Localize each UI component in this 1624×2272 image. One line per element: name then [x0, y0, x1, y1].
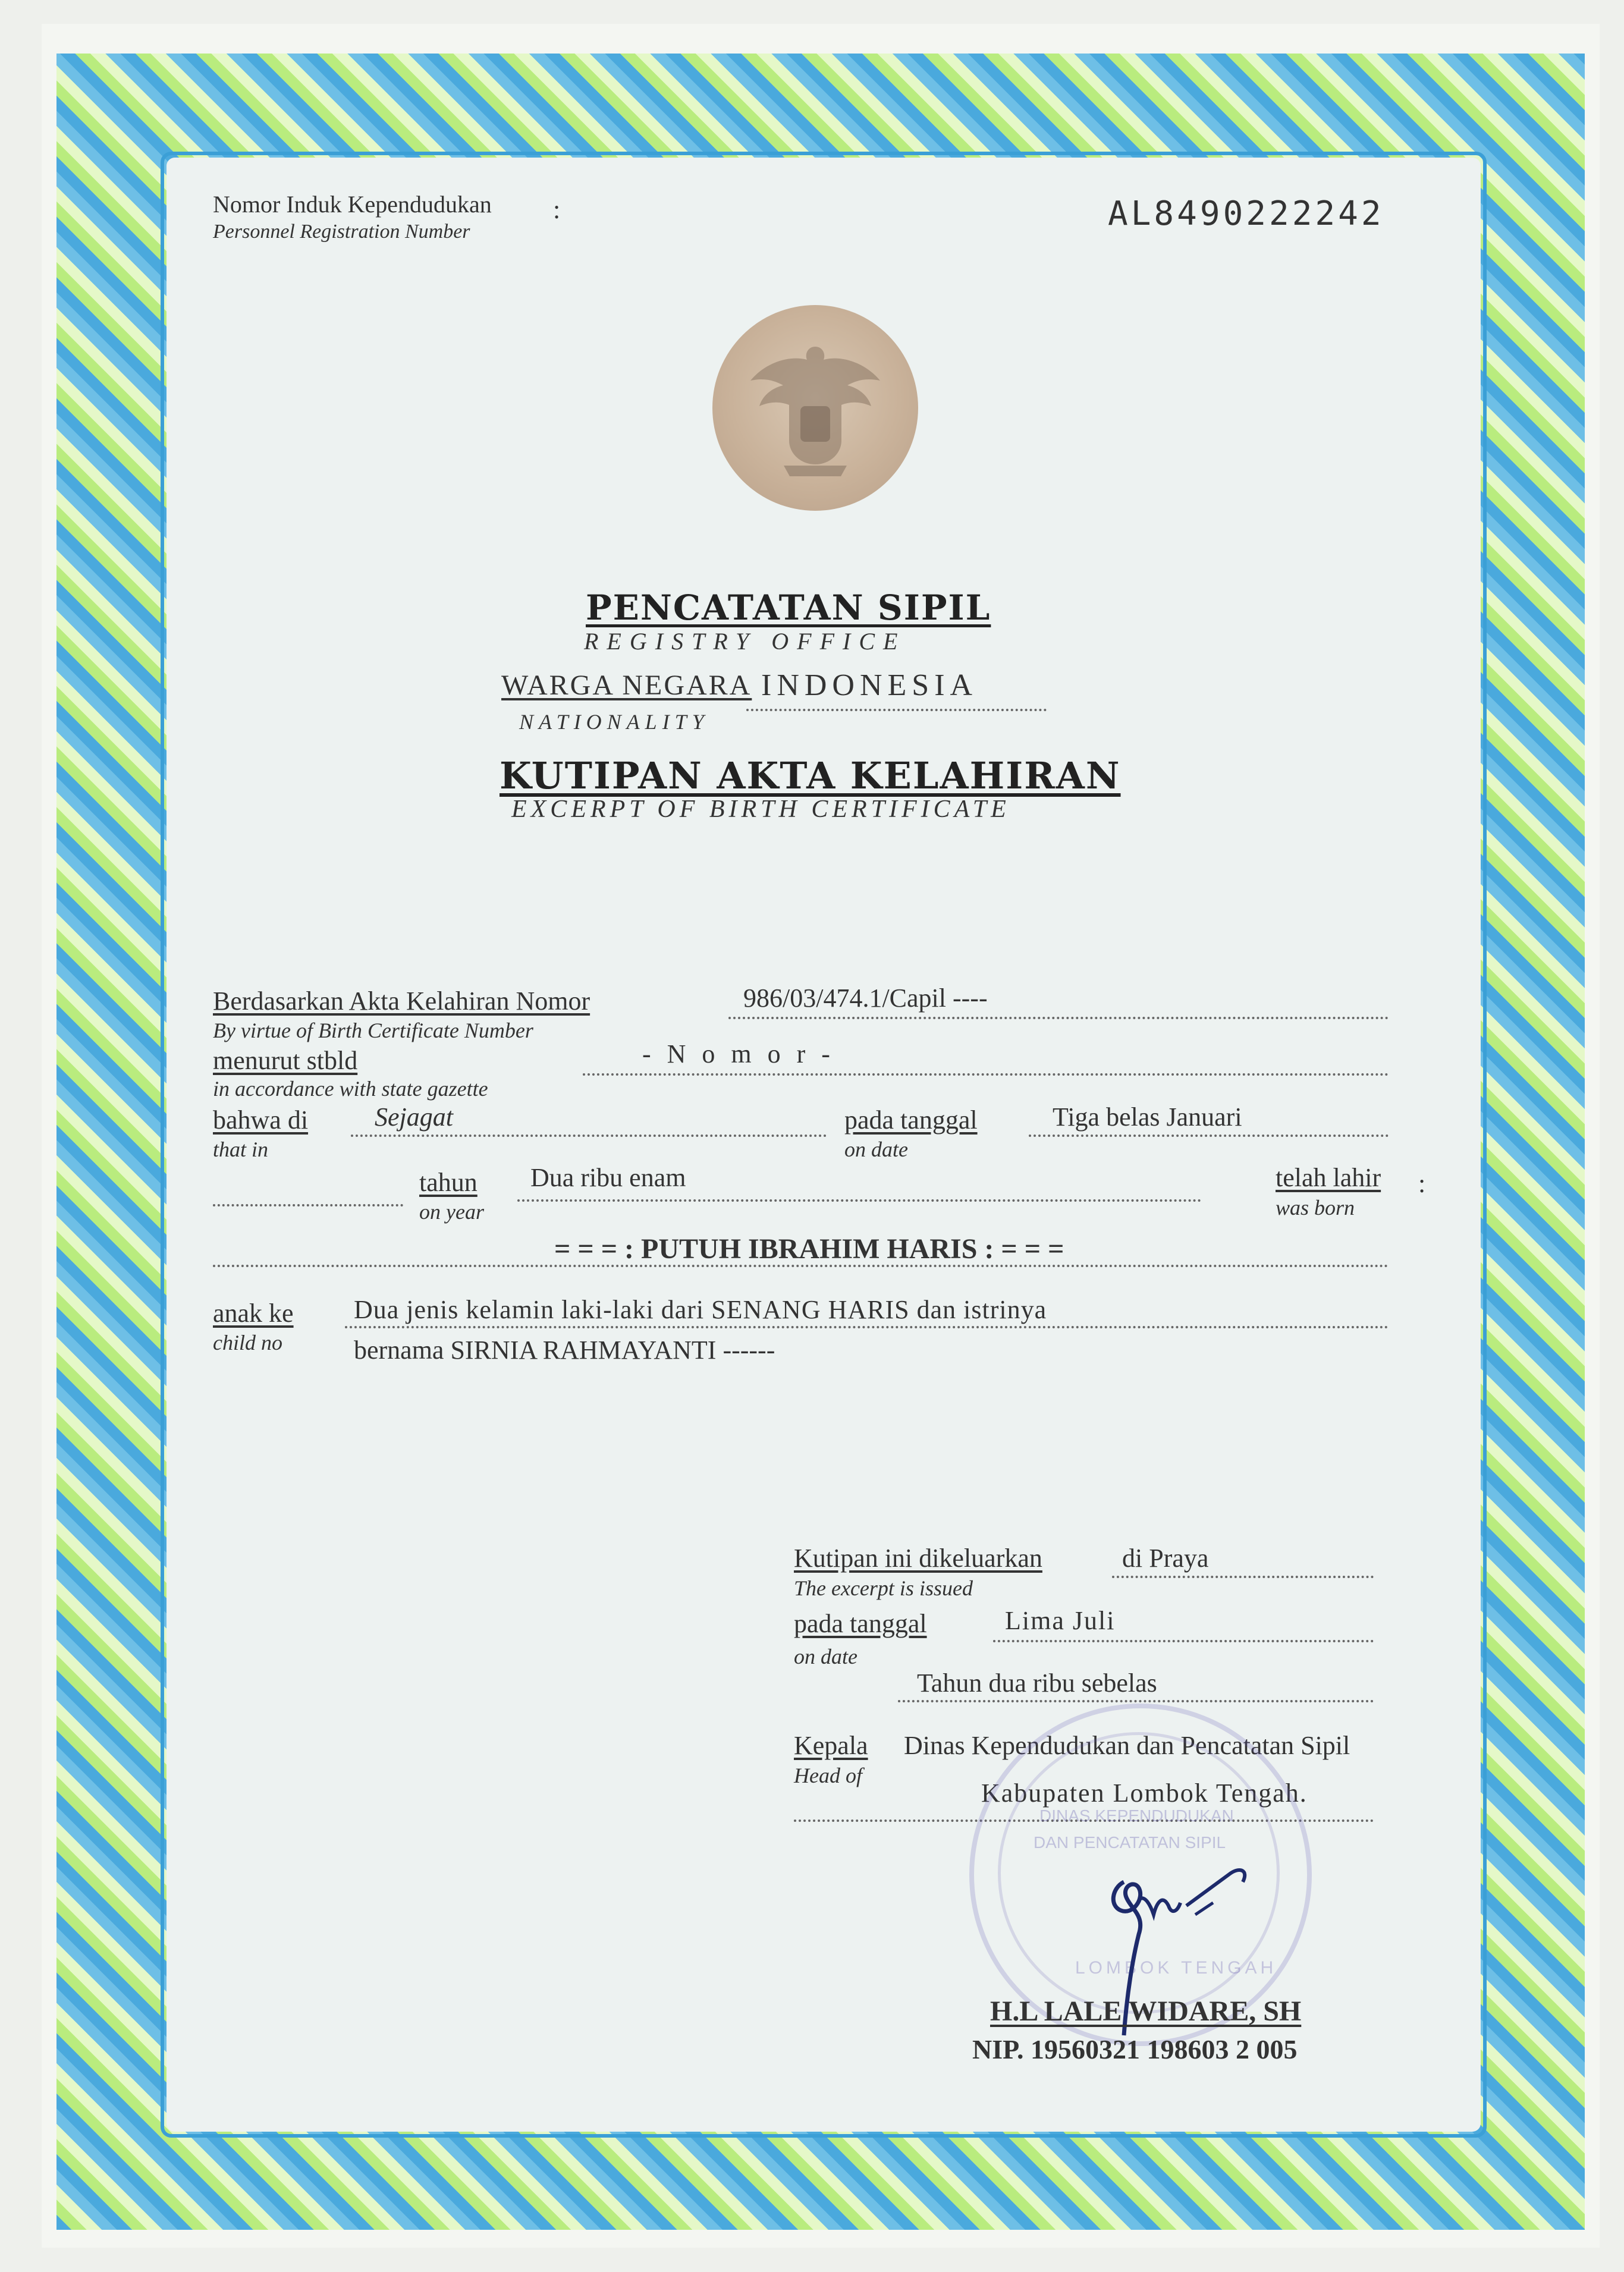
date-value: Tiga belas Januari [1053, 1102, 1242, 1132]
serial-number: AL8490222242 [1108, 194, 1384, 233]
year-leading-dots [213, 1204, 403, 1206]
nationality-value: INDONESIA [761, 668, 978, 702]
nationality-label: WARGA NEGARA [501, 670, 752, 701]
place-dots [351, 1135, 827, 1137]
date-label-en: on date [844, 1137, 908, 1161]
certificate-body [167, 158, 1481, 2132]
issue-year-dots [898, 1700, 1374, 1702]
head-value-line1: Dinas Kependudukan dan Pencatatan Sipil [904, 1731, 1350, 1760]
issue-date-label-en: on date [794, 1645, 857, 1668]
cert-no-label-en: By virtue of Birth Certificate Number [213, 1019, 533, 1042]
stamp-text-2: DAN PENCATATAN SIPIL [1034, 1833, 1226, 1852]
year-label: tahun [419, 1168, 478, 1197]
year-dots [517, 1199, 1201, 1202]
issue-year-value: Tahun dua ribu sebelas [917, 1668, 1157, 1698]
year-value: Dua ribu enam [530, 1163, 686, 1192]
nationality-label-en: NATIONALITY [519, 710, 709, 734]
born-colon: : [1418, 1169, 1426, 1198]
child-name: = = = : PUTUH IBRAHIM HARIS : = = = [554, 1233, 1064, 1265]
date-dots [1029, 1135, 1389, 1137]
head-label-en: Head of [794, 1764, 862, 1787]
issued-label-en: The excerpt is issued [794, 1576, 973, 1600]
born-label: telah lahir [1276, 1163, 1381, 1192]
place-label-en: that in [213, 1137, 269, 1161]
garuda-icon [712, 305, 918, 511]
nik-label: Nomor Induk Kependudukan [213, 191, 492, 218]
child-no-label: anak ke [213, 1299, 294, 1328]
place-value: Sejagat [375, 1102, 453, 1132]
issue-date-label: pada tanggal [794, 1609, 927, 1638]
child-desc-line2: bernama SIRNIA RAHMAYANTI ------ [354, 1335, 775, 1365]
excerpt-title: KUTIPAN AKTA KELAHIRAN [500, 754, 1121, 797]
issued-place: di Praya [1122, 1544, 1209, 1573]
stamp-text-3: LOMBOK TENGAH [1075, 1958, 1277, 1978]
stbld-value: - N o m o r - [642, 1039, 835, 1069]
garuda-emblem [712, 305, 918, 511]
born-label-en: was born [1276, 1196, 1355, 1220]
cert-no-dots [728, 1017, 1389, 1019]
cert-no-value: 986/03/474.1/Capil ---- [743, 983, 988, 1013]
issued-label: Kutipan ini dikeluarkan [794, 1544, 1042, 1573]
nationality-dots [746, 709, 1047, 711]
official-name: H.L LALE WIDARE, SH [990, 1996, 1302, 2027]
child-name-dots [213, 1265, 1389, 1267]
year-label-en: on year [419, 1200, 484, 1224]
excerpt-title-en: EXCERPT OF BIRTH CERTIFICATE [511, 796, 1010, 823]
nik-label-block [213, 190, 492, 243]
official-nip: NIP. 19560321 198603 2 005 [972, 2034, 1298, 2064]
head-value-line2: Kabupaten Lombok Tengah. [981, 1778, 1308, 1808]
nik-colon: : [553, 195, 561, 224]
child-desc-dots [345, 1326, 1389, 1328]
child-no-label-en: child no [213, 1331, 282, 1355]
place-label: bahwa di [213, 1105, 309, 1135]
stbld-label-en: in accordance with state gazette [213, 1077, 488, 1101]
head-label: Kepala [794, 1731, 868, 1760]
registry-title: PENCATATAN SIPIL [586, 587, 991, 628]
stbld-label: menurut stbld [213, 1046, 358, 1075]
stamp-text-1: DINAS KEPENDUDUKAN [1039, 1806, 1234, 1825]
stbld-dots [583, 1073, 1389, 1076]
date-label: pada tanggal [844, 1105, 978, 1135]
issued-dots [1112, 1576, 1374, 1578]
registry-title-en: REGISTRY OFFICE [584, 628, 906, 655]
child-desc-line1: Dua jenis kelamin laki-laki dari SENANG HARIS dan istrinya [354, 1295, 1047, 1324]
cert-no-label: Berdasarkan Akta Kelahiran Nomor [213, 986, 590, 1016]
nik-label-en: Personnel Registration Number [213, 221, 470, 243]
issue-date-dots [993, 1640, 1374, 1642]
issue-date-value: Lima Juli [1005, 1606, 1116, 1635]
